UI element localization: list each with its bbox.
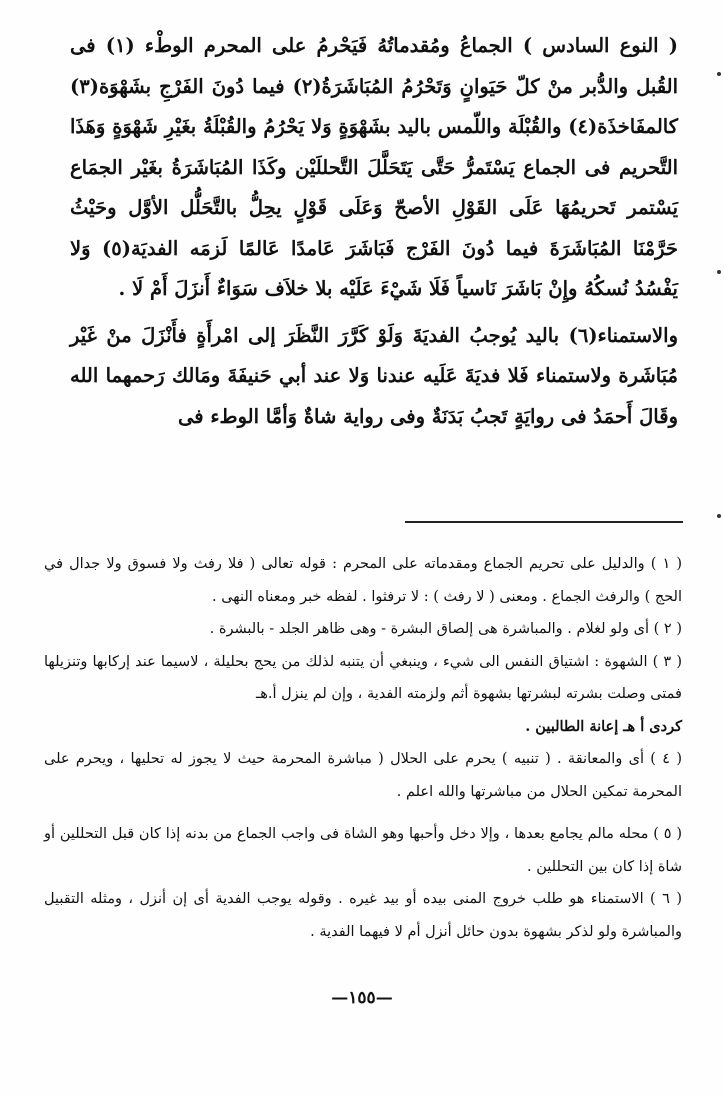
footnote-2: ( ٢ ) أى ولو لغلام . والمباشرة هى إلصاق البشرة - وهى ظاهر الجلد - بالبشرة . xyxy=(209,621,682,637)
main-paragraph-2: والاستمناء(٦) باليد يُوجبُ الفديَةَ وَلَوْ كَرَّرَ النَّظَرَ إلى امْرأَةٍ فأَنْزَلَ منْ غَيْر مُبَاشَرة ولاستمناء فَلا فديَةَ عَلَيه عندنا وَلا عند أبي حَنيفَةَ ومَالك رَحمهما الله وقَالَ أَحمَدُ فى روايَةٍ تَجبُ بَدَنَةٌ وفى رواية شاةٌ وَأمَّا الوطء فى xyxy=(70,323,678,428)
footnote-1: ( ١ ) والدليل على تحريم الجماع ومقدماته على المحرم : قوله تعالى ( فلا رفث ولا فسوق ولا جدال في الحج ) والرفث الجماع . ومعنى ( لا رفث ) : لا ترفثوا . لفظه خبر ومعناه النهى . xyxy=(44,556,682,605)
margin-mark xyxy=(717,72,721,76)
main-text xyxy=(70,26,678,437)
margin-mark xyxy=(717,514,721,518)
footnote-3-text: ( ٣ ) الشهوة : اشتياق النفس الى شيء ، وينبغي أن يتنبه لذلك من يحج بحليلة ، لاسيما عند إركابها وتنزيلها فمتى وصلت بشرته لبشرتها بشهوة أثم ولزمته الفدية ، وإن لم ينزل أ.هـ xyxy=(44,653,682,702)
footnote-separator xyxy=(405,521,683,523)
margin-mark xyxy=(717,270,721,274)
footnote-6: ( ٦ ) الاستمناء هو طلب خروج المنى بيده أو بيد غيره . وقوله يوجب الفدية أى إن أنزل ، ومثله التقبيل والمباشرة ولو لذكر بشهوة بدون حائل أنزل أم لا فيهما الفدية . xyxy=(44,891,682,940)
footnote-3-source: كردى أ هـ إعانة الطالبين . xyxy=(525,717,682,735)
footnotes xyxy=(44,548,682,948)
footnote-3 xyxy=(44,646,682,744)
footnote-4: ( ٤ ) أى والمعانقة . ( تنبيه ) يحرم على الحلال ( مباشرة المحرمة حيث لا يجوز له تحليها ، ويحرم على المحرمة تمكين الحلال من مباشرتها والله اعلم . xyxy=(44,751,682,800)
page-number: —١٥٥— xyxy=(331,988,393,1008)
main-paragraph-1: ( النوع السادس ) الجماعُ ومُقدماتُهُ فَيَحْرمُ على المحرم الوطْء (١) فى القُبل والدُّبر منْ كلّ حَيَوانٍ وَتَحْرُمُ المُبَاشَرَةُ(٢) فيما دُونَ الفَرْجِ بشَهْوَة(٣) كالمفَاخذَة(٤) والقُبْلَة واللّمس باليد بشَهْوَةٍ وَلا يَحْرُمُ والقُبْلَةُ بغَيْرِ شَهْوَةٍ وَهَذَا التَّحريم فى الجماع يَسْتَمرُّ حَتَّى يَتَحَلَّلَ التَّحللَيْن وكَذَا المُبَاشَرَةُ بغَيْر الجمَاع يَسْتمر تَحريمُهَا عَلَى القَوْلِ الأصحّ وَعَلَى قَوْلٍ يحِلُّ بالتَّحَلُّل الأوَّل وحَيْثُ حَرَّمْنَا المُبَاشَرَةَ فيما دُونَ الفَرْج فَبَاشَرَ عَامدًا عَالمًا لَزمَه الفديَة(٥) وَلا يَفْسُدُ نُسكُهُ وإِنْ بَاشَرَ نَاسياً فَلَا شَيْءَ عَلَيْه بلا خلاَف سَوَاءٌ أَنزَلَ أَمْ لَا . xyxy=(70,34,679,300)
footnote-5: ( ٥ ) محله مالم يجامع بعدها ، وإلا دخل وأحبها وهو الشاة فى واجب الجماع من بدنه إذا كان قبل التحللين أو شاة إذا كان بين التحللين . xyxy=(44,826,682,875)
